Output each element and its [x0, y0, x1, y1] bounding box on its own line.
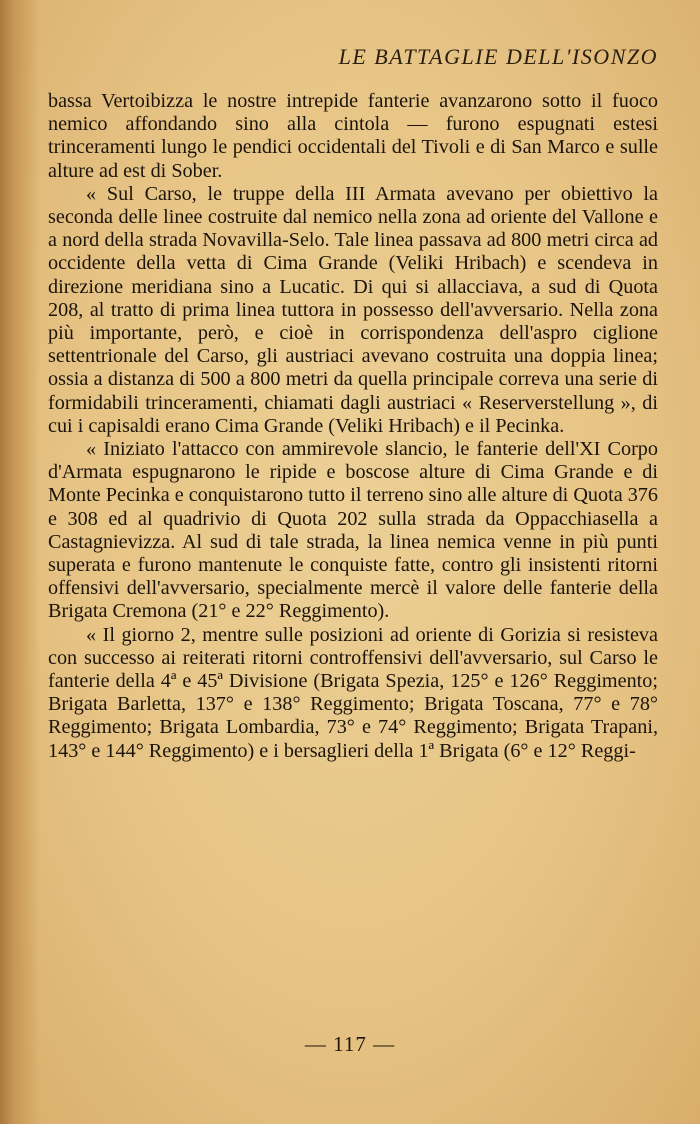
running-head: LE BATTAGLIE DELL'ISONZO — [338, 44, 658, 69]
paragraph: « Iniziato l'attacco con ammirevole slancio, le fanterie dell'XI Corpo d'Armata espugnarono le ripide e boscose alture di Cima Grande e di Monte Pecinka e conquistarono tutto il terreno sino alle alture di Quota 376 e 308 ed al quadrivio di Quota 202 sulla strada da Oppacchiasella a Castagnievizza. Al sud di tale strada, la linea nemica venne in più punti superata e furono mantenute le conquiste fatte, contro gli insistenti ritorni offensivi dell'avversario, specialmente mercè il valore delle fanterie della Brigata Cremona (21° e 22° Reggimento). — [48, 438, 658, 623]
page-binding-shadow — [0, 0, 40, 1124]
paragraph: « Sul Carso, le truppe della III Armata avevano per obiettivo la seconda delle linee costruite dal nemico nella zona ad oriente del Vallone e a nord della strada Novavilla-Selo. Tale linea passava ad 800 metri circa ad occidente della vetta di Cima Grande (Veliki Hribach) e scendeva in direzione meridiana sino a Lucatic. Di qui si allacciava, a sud di Quota 208, al tratto di prima linea tuttora in possesso dell'avversario. Nella zona più importante, però, e cioè in corrispondenza dell'aspro ciglione settentrionale del Carso, gli austriaci avevano costruita una doppia linea; ossia a distanza di 500 a 800 metri da quella principale correva una serie di formidabili trinceramenti, chiamati dagli austriaci « Reserverstellung », di cui i capisaldi erano Cima Grande (Veliki Hribach) e il Pecinka. — [48, 182, 658, 437]
paragraph-continued: bassa Vertoibizza le nostre intrepide fanterie avanzarono sotto il fuoco nemico affondando sino alla cintola — furono espugnati estesi trinceramenti lungo le pendici occidentali del Tivoli e di San Marco e sulle alture ad est di Sober. — [48, 90, 658, 182]
page-number: — 117 — — [304, 1032, 396, 1056]
body-text — [48, 90, 658, 763]
paragraph: « Il giorno 2, mentre sulle posizioni ad oriente di Gorizia si resisteva con successo ai reiterati ritorni controffensivi dell'avversario, sul Carso le fanterie della 4ª e 45ª Divisione (Brigata Spezia, 125° e 126° Reggimento; Brigata Barletta, 137° e 138° Reggimento; Brigata Toscana, 77° e 78° Reggimento; Brigata Lombardia, 73° e 74° Reggimento; Brigata Trapani, 143° e 144° Reggimento) e i bersaglieri della 1ª Brigata (6° e 12° Reggi- — [48, 623, 658, 762]
